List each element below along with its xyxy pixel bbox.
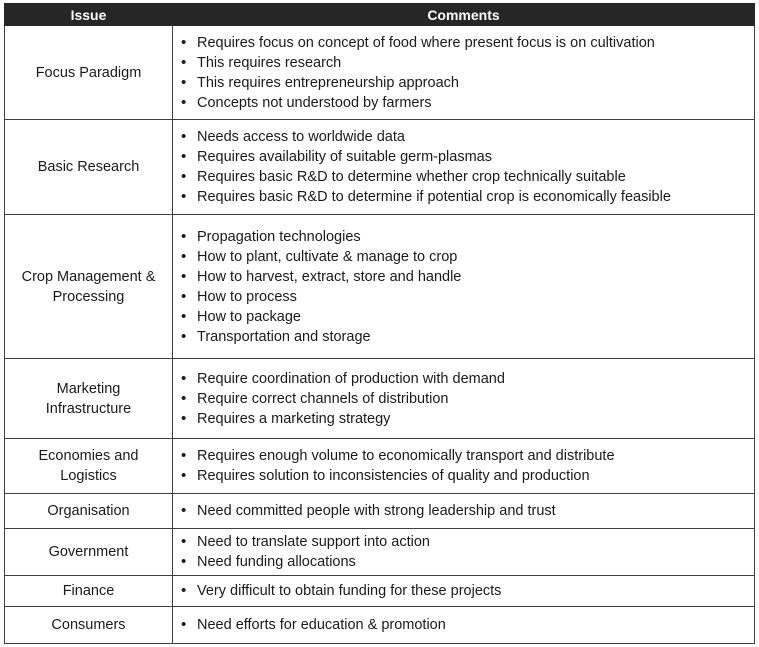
comments-cell <box>173 26 755 120</box>
table-row <box>5 120 755 215</box>
comment-item: • Very difficult to obtain funding for these projects <box>179 581 750 601</box>
issue-cell: Finance <box>5 576 173 607</box>
comment-item: • Propagation technologies <box>179 227 750 247</box>
comments-cell <box>173 439 755 494</box>
issue-cell: Focus Paradigm <box>5 26 173 120</box>
table-row <box>5 215 755 359</box>
comments-cell <box>173 215 755 359</box>
comment-item: • Need committed people with strong leadership and trust <box>179 501 750 521</box>
issue-cell: Organisation <box>5 494 173 529</box>
comments-list <box>179 581 750 601</box>
table-row <box>5 26 755 120</box>
issues-table <box>4 3 755 644</box>
comment-item: • Transportation and storage <box>179 327 750 347</box>
comments-cell <box>173 120 755 215</box>
comment-item: • How to process <box>179 287 750 307</box>
table-row <box>5 494 755 529</box>
comment-item: • Requires focus on concept of food where present focus is on cultivation <box>179 33 750 53</box>
comment-item: • This requires entrepreneurship approach <box>179 73 750 93</box>
comment-item: • Need to translate support into action <box>179 532 750 552</box>
issue-cell: Consumers <box>5 607 173 644</box>
comments-cell <box>173 607 755 644</box>
header-comments: Comments <box>173 4 755 26</box>
table-row <box>5 576 755 607</box>
comments-list <box>179 33 750 113</box>
comments-list <box>179 127 750 207</box>
comment-item: • Requires availability of suitable germ-plasmas <box>179 147 750 167</box>
comment-item: • How to plant, cultivate & manage to crop <box>179 247 750 267</box>
comment-item: • Need efforts for education & promotion <box>179 615 750 635</box>
issue-cell: Economies and Logistics <box>5 439 173 494</box>
issue-cell: Crop Management & Processing <box>5 215 173 359</box>
issue-cell: Basic Research <box>5 120 173 215</box>
comment-item: • Require coordination of production with demand <box>179 369 750 389</box>
comment-item: • Needs access to worldwide data <box>179 127 750 147</box>
comments-cell <box>173 576 755 607</box>
issue-cell: Marketing Infrastructure <box>5 359 173 439</box>
comment-item: • Requires basic R&D to determine whether crop technically suitable <box>179 167 750 187</box>
comment-item: • How to harvest, extract, store and handle <box>179 267 750 287</box>
table-row <box>5 607 755 644</box>
comment-item: • Requires enough volume to economically transport and distribute <box>179 446 750 466</box>
comments-list <box>179 532 750 572</box>
issue-cell: Government <box>5 529 173 576</box>
table-row <box>5 439 755 494</box>
comments-cell <box>173 359 755 439</box>
comments-cell <box>173 529 755 576</box>
comment-item: • This requires research <box>179 53 750 73</box>
comment-item: • Need funding allocations <box>179 552 750 572</box>
comment-item: • Requires a marketing strategy <box>179 409 750 429</box>
comments-list <box>179 615 750 635</box>
header-issue: Issue <box>5 4 173 26</box>
table-row <box>5 359 755 439</box>
table-header-row <box>5 4 755 26</box>
comment-item: • Requires solution to inconsistencies of quality and production <box>179 466 750 486</box>
comments-list <box>179 501 750 521</box>
issues-table-container <box>4 3 754 644</box>
comments-list <box>179 369 750 429</box>
table-row <box>5 529 755 576</box>
comments-cell <box>173 494 755 529</box>
comment-item: • How to package <box>179 307 750 327</box>
comment-item: • Requires basic R&D to determine if potential crop is economically feasible <box>179 187 750 207</box>
comments-list <box>179 227 750 347</box>
comment-item: • Concepts not understood by farmers <box>179 93 750 113</box>
comment-item: • Require correct channels of distribution <box>179 389 750 409</box>
comments-list <box>179 446 750 486</box>
